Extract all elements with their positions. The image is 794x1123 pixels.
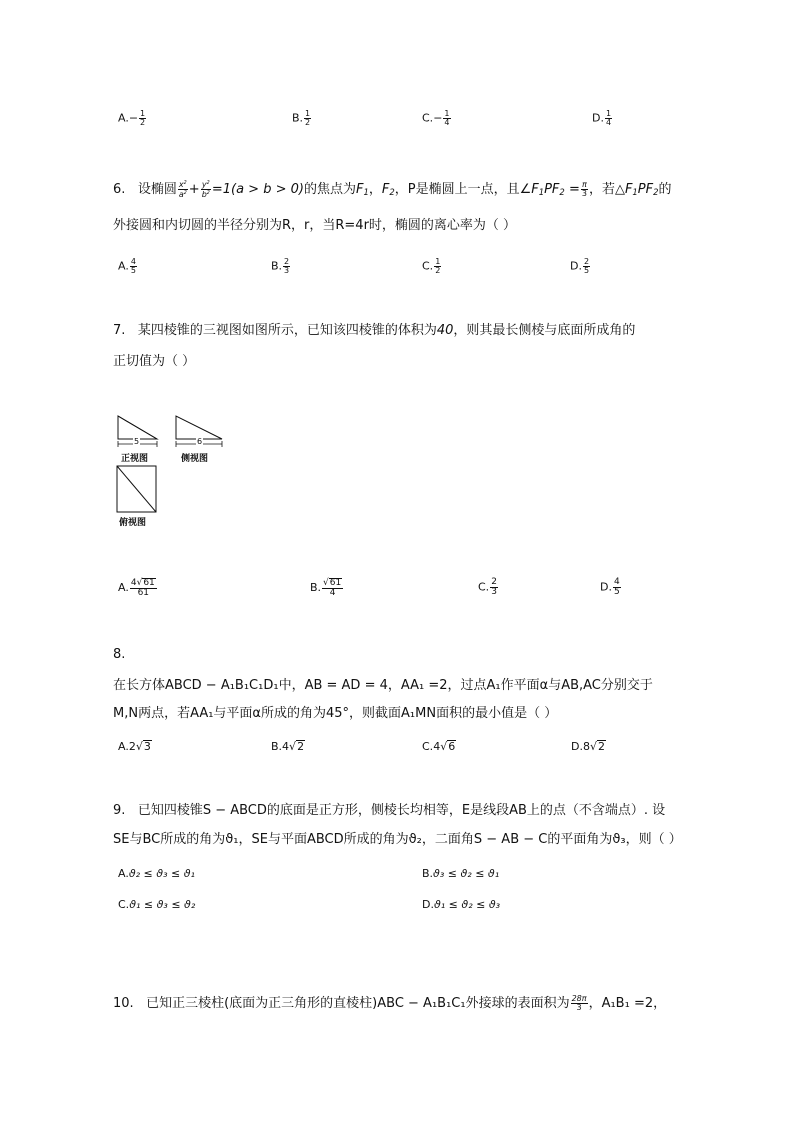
fraction bbox=[322, 578, 343, 598]
front-view-label: 正视图 bbox=[121, 454, 149, 464]
volume-value: 40 bbox=[436, 323, 454, 338]
q7-option-c bbox=[478, 578, 499, 597]
fraction-y2-b2: $\frac{y^2}{b^2}$ bbox=[201, 180, 210, 199]
q8-option-d: D.8√2 bbox=[571, 740, 605, 753]
q10-line1 bbox=[113, 994, 666, 1014]
option-label: B. bbox=[310, 581, 322, 594]
fraction bbox=[130, 578, 157, 598]
q7-option-a bbox=[118, 578, 158, 598]
angle-f1pf2: $F_1PF_2$ bbox=[531, 182, 565, 198]
option-label: C. bbox=[422, 259, 434, 273]
top-view-label: 俯视图 bbox=[119, 518, 147, 528]
coefficient: 4 bbox=[130, 578, 137, 588]
question-number: 6. bbox=[113, 182, 126, 197]
numerator: 1 bbox=[435, 257, 441, 266]
denominator: 2 bbox=[140, 118, 146, 127]
denominator: 2 bbox=[305, 118, 311, 127]
radicand: 61 bbox=[143, 578, 155, 588]
option-label: A. bbox=[118, 867, 129, 880]
option-label: D. bbox=[600, 580, 612, 594]
option-label: B. bbox=[422, 867, 434, 880]
numerator: √61 bbox=[323, 578, 342, 588]
q8-option-b: B.4√2 bbox=[271, 740, 305, 753]
var-b: b bbox=[201, 189, 207, 199]
denominator: 5 bbox=[130, 266, 136, 275]
q8-line1: 在长方体ABCD − A₁B₁C₁D₁中，AB = AD = 4，AA₁ =2，过点A₁作平面α与AB,AC分别交于 bbox=[113, 678, 653, 693]
question-number: 9. bbox=[113, 803, 126, 818]
denominator: 3 bbox=[491, 587, 497, 597]
radicand: 2 bbox=[597, 740, 605, 753]
var-f: F bbox=[624, 182, 633, 197]
denominator: 4 bbox=[444, 118, 450, 127]
minus-sign: − bbox=[128, 111, 139, 125]
text: 已知四棱锥S − ABCD的底面是正方形，侧棱长均相等，E是线段AB上的点（不含端点）. 设 bbox=[137, 803, 666, 818]
radicand: 2 bbox=[297, 740, 305, 753]
var-f: F bbox=[381, 182, 390, 197]
text: ，A₁B₁ =2， bbox=[588, 996, 667, 1011]
numerator: 1 bbox=[140, 109, 146, 118]
option-label: C. bbox=[422, 740, 434, 753]
top-view bbox=[117, 466, 156, 512]
q9-option-a bbox=[118, 866, 195, 882]
numerator: 4 bbox=[130, 257, 136, 266]
condition: =1(a > b > 0) bbox=[211, 182, 304, 197]
option-text: ϑ₃ ≤ ϑ₂ ≤ ϑ₁ bbox=[433, 867, 500, 880]
q8-option-c: C.4√6 bbox=[422, 740, 456, 753]
numerator: 1 bbox=[444, 109, 450, 118]
option-label: D. bbox=[592, 111, 604, 125]
var-f: F bbox=[355, 182, 364, 197]
denominator: 61 bbox=[137, 588, 150, 598]
option-label: D. bbox=[570, 259, 582, 273]
q8-number: 8. bbox=[113, 647, 126, 662]
option-text: ϑ₂ ≤ ϑ₃ ≤ ϑ₁ bbox=[128, 867, 195, 880]
var-f: F bbox=[531, 182, 539, 197]
fraction-x2-a2: $\frac{x^2}{a^2}$ bbox=[178, 180, 187, 199]
coefficient: 8 bbox=[582, 740, 590, 753]
option-label: A. bbox=[118, 259, 129, 273]
numerator: π bbox=[581, 180, 587, 189]
option-label: C. bbox=[422, 111, 434, 125]
denominator: 3 bbox=[576, 1003, 582, 1012]
triangle-f1pf2: $F_1PF_2$ bbox=[624, 182, 659, 198]
radicand: 6 bbox=[448, 740, 456, 753]
option-label: B. bbox=[271, 740, 283, 753]
denominator: 4 bbox=[605, 118, 612, 127]
coefficient: 2 bbox=[128, 740, 136, 753]
f1: $F_1$ bbox=[355, 182, 369, 198]
q8-line2: M,N两点，若AA₁与平面α所成的角为45°，则截面A₁MN面积的最小值是（ ） bbox=[113, 706, 558, 721]
text: ，若△ bbox=[588, 182, 625, 197]
option-label: A. bbox=[118, 111, 129, 125]
q9-option-c bbox=[118, 897, 195, 913]
question-number: 10. bbox=[113, 996, 134, 1011]
q7-line2: 正切值为（ ） bbox=[113, 354, 196, 369]
numerator: 2 bbox=[284, 257, 290, 266]
option-label: A. bbox=[118, 740, 129, 753]
numerator: 1 bbox=[305, 109, 311, 118]
fraction-28pi-3 bbox=[571, 995, 588, 1012]
denominator: 5 bbox=[583, 266, 590, 275]
numerator: 2 bbox=[491, 577, 497, 587]
option-label: D. bbox=[571, 740, 583, 753]
denominator: 4 bbox=[329, 588, 336, 598]
numerator: 4√61 bbox=[130, 578, 155, 588]
fraction bbox=[613, 578, 621, 597]
var-a: a bbox=[178, 189, 184, 199]
side-view-label: 侧视图 bbox=[181, 454, 209, 464]
var-pf: PF bbox=[544, 182, 560, 197]
denominator: 5 bbox=[613, 587, 620, 597]
text: 设椭圆 bbox=[137, 182, 177, 197]
fraction bbox=[490, 578, 498, 597]
text: P是椭圆上一点，且∠ bbox=[407, 182, 532, 197]
text: 的焦点为 bbox=[303, 182, 356, 197]
option-label: C. bbox=[478, 580, 490, 594]
option-label: D. bbox=[422, 898, 434, 911]
radicand: 61 bbox=[329, 578, 342, 588]
option-label: A. bbox=[118, 581, 129, 594]
f2: $F_2$ bbox=[381, 182, 395, 198]
numerator: 2 bbox=[583, 257, 590, 266]
var-pf: PF bbox=[637, 182, 654, 197]
q9-option-d bbox=[422, 897, 500, 913]
q6-line1: 6. 设椭圆 $\frac{x^2}{a^2}$ + $\frac{y^2}{b^2}$ =1(a > b > 0)的焦点为$F_1$，$F_2$，P是椭圆上一点，且$\angle F_1PF_2$ = $\frac{\pi}{3}$ ，若$\triangle F_1PF_2$的 bbox=[113, 180, 672, 199]
denominator: 3 bbox=[284, 266, 290, 275]
text: 已知正三棱柱(底面为正三角形的直棱柱)ABC − A₁B₁C₁外接球的表面积为 bbox=[146, 996, 570, 1011]
q7-option-d bbox=[600, 578, 622, 597]
option-text: ϑ₁ ≤ ϑ₃ ≤ ϑ₂ bbox=[129, 898, 196, 911]
numerator: 4 bbox=[613, 577, 620, 587]
option-label: B. bbox=[271, 259, 283, 273]
coefficient: 4 bbox=[433, 740, 441, 753]
var-x: x bbox=[178, 180, 184, 189]
text: ，则其最长侧棱与底面所成角的 bbox=[453, 323, 636, 338]
q8-option-a: A.2√3 bbox=[118, 740, 151, 753]
q7-option-b bbox=[310, 578, 344, 598]
option-text: ϑ₁ ≤ ϑ₂ ≤ ϑ₃ bbox=[433, 898, 501, 911]
denominator: 3 bbox=[581, 189, 587, 198]
front-dimension: 5 bbox=[134, 437, 140, 446]
radicand: 3 bbox=[143, 740, 151, 753]
text: 的 bbox=[658, 182, 672, 197]
q9-option-b bbox=[422, 866, 499, 882]
option-label: B. bbox=[292, 111, 304, 125]
denominator: 2 bbox=[435, 266, 441, 275]
q9-line1 bbox=[113, 801, 665, 821]
q6-line2: 外接圆和内切圆的半径分别为R，r，当R=4r时，椭圆的离心率为（ ） bbox=[113, 218, 517, 233]
q9-line2: SE与BC所成的角为ϑ₁，SE与平面ABCD所成的角为ϑ₂，二面角S − AB − C的平面角为ϑ₃，则（ ） bbox=[113, 832, 682, 847]
numerator: 1 bbox=[605, 109, 612, 118]
option-label: C. bbox=[118, 898, 130, 911]
side-dimension: 6 bbox=[197, 437, 203, 446]
minus-sign: − bbox=[433, 111, 443, 125]
question-number: 7. bbox=[113, 323, 126, 338]
text: 某四棱锥的三视图如图所示，已知该四棱锥的体积为 bbox=[137, 323, 437, 338]
coefficient: 4 bbox=[282, 740, 290, 753]
var-y: y bbox=[201, 180, 207, 189]
equals: = bbox=[568, 182, 580, 197]
numerator: 28π bbox=[571, 994, 587, 1003]
